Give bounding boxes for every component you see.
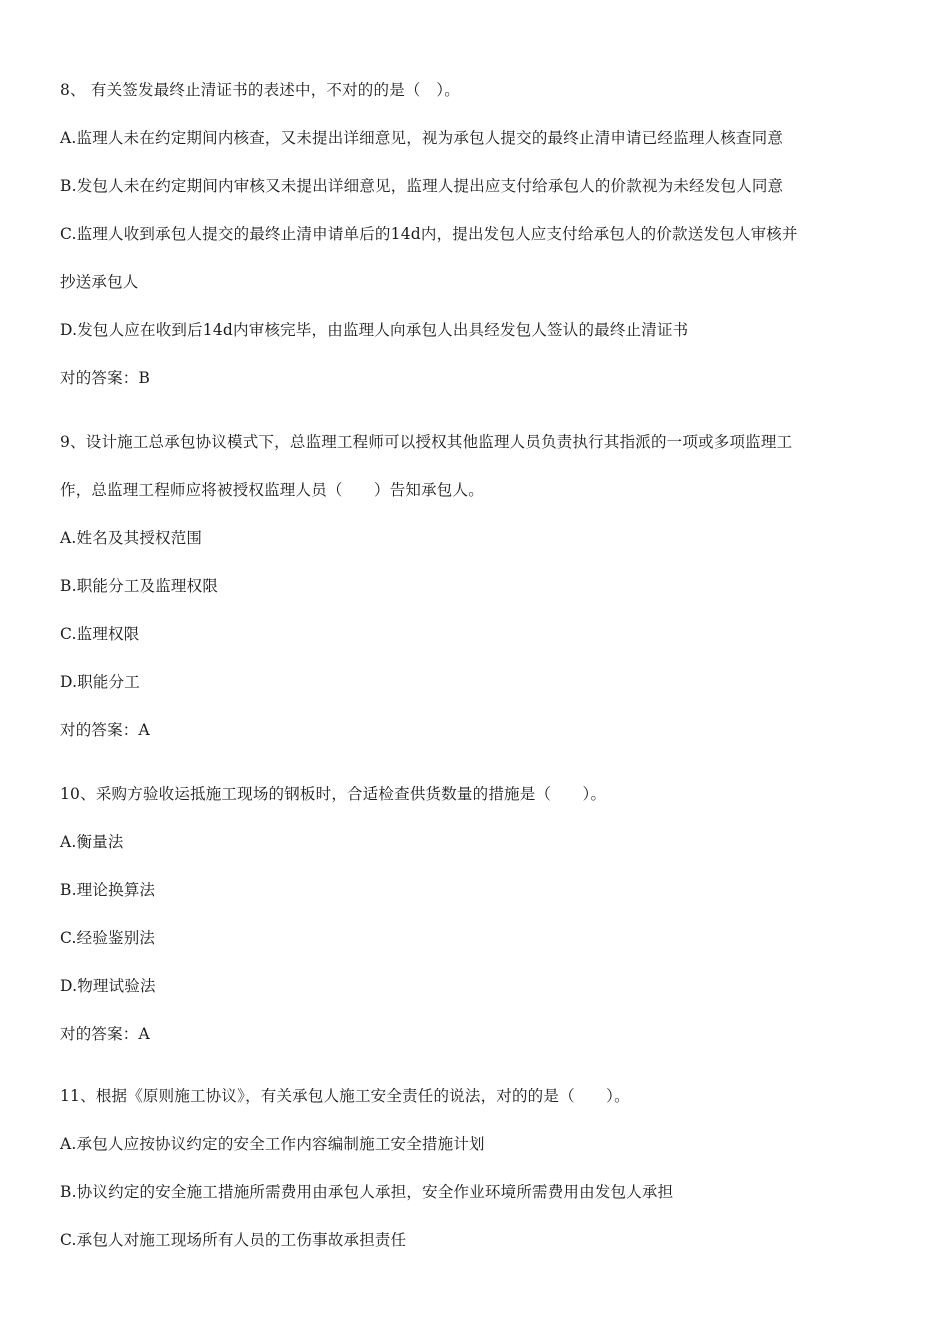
question-10-option-a: A.衡量法 (60, 833, 124, 851)
question-9-option-b: B.职能分工及监理权限 (60, 577, 219, 595)
question-8-option-b: B.发包人未在约定期间内审核又未提出详细意见，监理人提出应支付给承包人的价款视为未经发包人同意 (60, 177, 784, 195)
question-9-option-d: D.职能分工 (60, 673, 141, 691)
question-8-stem: 8、 有关签发最终止清证书的表述中，不对的的是（ ）。 (60, 81, 460, 99)
question-11-option-c: C.承包人对施工现场所有人员的工伤事故承担责任 (60, 1231, 407, 1249)
question-10-option-c: C.经验鉴别法 (60, 929, 156, 947)
question-10-option-b: B.理论换算法 (60, 881, 156, 899)
question-8-option-d: D.发包人应在收到后14d内审核完毕，由监理人向承包人出具经发包人签认的最终止清证书 (60, 321, 689, 339)
question-8-option-c: C.监理人收到承包人提交的最终止清申请单后的14d内，提出发包人应支付给承包人的价款送发包人审核并 (60, 225, 798, 243)
question-8-option-c-cont: 抄送承包人 (60, 273, 139, 291)
question-11-option-a: A.承包人应按协议约定的安全工作内容编制施工安全措施计划 (60, 1135, 485, 1153)
question-9-option-a: A.姓名及其授权范围 (60, 529, 203, 547)
question-8-answer: 对的答案：B (60, 369, 151, 387)
question-9-stem-cont: 作，总监理工程师应将被授权监理人员（ ）告知承包人。 (60, 481, 484, 499)
question-11-option-b: B.协议约定的安全施工措施所需费用由承包人承担，安全作业环境所需费用由发包人承担 (60, 1183, 674, 1201)
question-10-stem: 10、采购方验收运抵施工现场的钢板时，合适检查供货数量的措施是（ ）。 (60, 785, 607, 803)
question-10-option-d: D.物理试验法 (60, 977, 156, 995)
question-8-option-a: A.监理人未在约定期间内核查，又未提出详细意见，视为承包人提交的最终止清申请已经监理人核查同意 (60, 129, 784, 147)
question-9-option-c: C.监理权限 (60, 625, 140, 643)
question-9-answer: 对的答案：A (60, 721, 150, 739)
question-11-stem: 11、根据《原则施工协议》，有关承包人施工安全责任的说法，对的的是（ ）。 (60, 1087, 630, 1105)
question-10-answer: 对的答案：A (60, 1025, 150, 1043)
question-9-stem: 9、设计施工总承包协议模式下，总监理工程师可以授权其他监理人员负责执行其指派的一项或多项监理工 (60, 433, 793, 451)
